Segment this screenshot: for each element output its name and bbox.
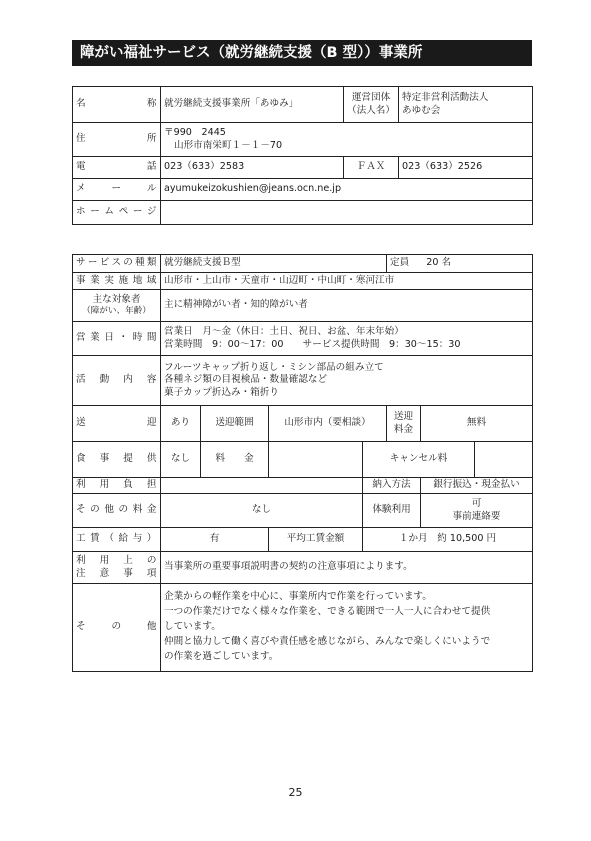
details-table — [72, 254, 533, 672]
cancel-label: キャンセル料 — [363, 442, 475, 478]
cancel-value — [475, 442, 533, 478]
fax-value: 023（633）2526 — [399, 157, 533, 179]
wage-avg-label: 平均工賃金額 — [269, 528, 363, 552]
notes-value: 当事業所の重要事項説明書の契約の注意事項によります。 — [161, 552, 533, 584]
trial-value: 可 事前連絡要 — [421, 494, 533, 528]
transport-label: 送 迎 — [73, 406, 161, 442]
corp-value: 特定非営利活動法人 あゆむ会 — [399, 87, 533, 123]
service-value: 就労継続支援Ｂ型 — [161, 255, 387, 273]
payment-label: 納入方法 — [363, 478, 421, 494]
target-label: 主な対象者 （障がい、年齢） — [73, 290, 161, 322]
tel-label: 電 話 — [73, 157, 161, 179]
mail-label: メ ー ル — [73, 179, 161, 201]
capacity-label: 定員 — [390, 257, 410, 269]
trial-label: 体験利用 — [363, 494, 421, 528]
transport-range-label: 送迎範囲 — [201, 406, 269, 442]
address-label: 住 所 — [73, 123, 161, 157]
other-fee-value: なし — [161, 494, 363, 528]
homepage-value — [161, 201, 533, 225]
transport-value: あり — [161, 406, 201, 442]
tel-value: 023（633）2583 — [161, 157, 344, 179]
address-value: 〒990 2445 山形市南栄町１－１－70 — [161, 123, 533, 157]
fax-label: ＦＡＸ — [344, 157, 399, 179]
other-value: 企業からの軽作業を中心に、事業所内で作業を行っています。 一つの作業だけでなく様々な作業を、できる範囲で一人一人に合わせて提供 しています。 仲間と協力して働く喜びや責任感を感じながら、みんなで楽しくにいようで の作業を過ごしています。 — [161, 584, 533, 672]
wage-label: 工賃（給与） — [73, 528, 161, 552]
burden-value — [161, 478, 363, 494]
wage-value: 有 — [161, 528, 269, 552]
page-number: 25 — [288, 786, 303, 799]
corp-label: 運営団体 （法人名） — [344, 87, 399, 123]
days-value: 営業日 月～金（休日：土日、祝日、お盆、年末年始） 営業時間 9：00～17：00 サービス提供時間 9：30～15：30 — [161, 322, 533, 356]
name-label: 名 称 — [73, 87, 161, 123]
capacity-value: 20 名 — [426, 257, 452, 269]
notes-label: 利 用 上 の 注 意 事 項 — [73, 552, 161, 584]
service-label: サービスの種類 — [73, 255, 161, 273]
wage-avg-value: １か月 約 10,500 円 — [363, 528, 533, 552]
transport-range-value: 山形市内（要相談） — [269, 406, 387, 442]
meal-label: 食 事 提 供 — [73, 442, 161, 478]
payment-value: 銀行振込・現金払い — [421, 478, 533, 494]
page-title: 障がい福祉サービス（就労継続支援（B 型））事業所 — [72, 40, 532, 66]
transport-fee-value: 無料 — [421, 406, 533, 442]
target-value: 主に精神障がい者・知的障がい者 — [161, 290, 533, 322]
area-value: 山形市・上山市・天童市・山辺町・中山町・寒河江市 — [161, 273, 533, 290]
name-value: 就労継続支援事業所「あゆみ」 — [161, 87, 344, 123]
meal-fee-value — [269, 442, 363, 478]
meal-value: なし — [161, 442, 201, 478]
other-fee-label: その他の料金 — [73, 494, 161, 528]
transport-fee-label: 送迎 料金 — [387, 406, 421, 442]
activity-label: 活 動 内 容 — [73, 356, 161, 406]
contact-table — [72, 86, 533, 225]
mail-value: ayumukeizokushien@jeans.ocn.ne.jp — [161, 179, 533, 201]
activity-value: フルーツキャップ折り返し・ミシン部品の組み立て 各種ネジ類の目視検品・数量確認など 菓子カップ折込み・箱折り — [161, 356, 533, 406]
homepage-label: ホームページ — [73, 201, 161, 225]
days-label: 営業日・時間 — [73, 322, 161, 356]
other-label: そ の 他 — [73, 584, 161, 672]
burden-label: 利 用 負 担 — [73, 478, 161, 494]
area-label: 事業実施地域 — [73, 273, 161, 290]
capacity-cell — [387, 255, 533, 273]
meal-fee-label: 料 金 — [201, 442, 269, 478]
